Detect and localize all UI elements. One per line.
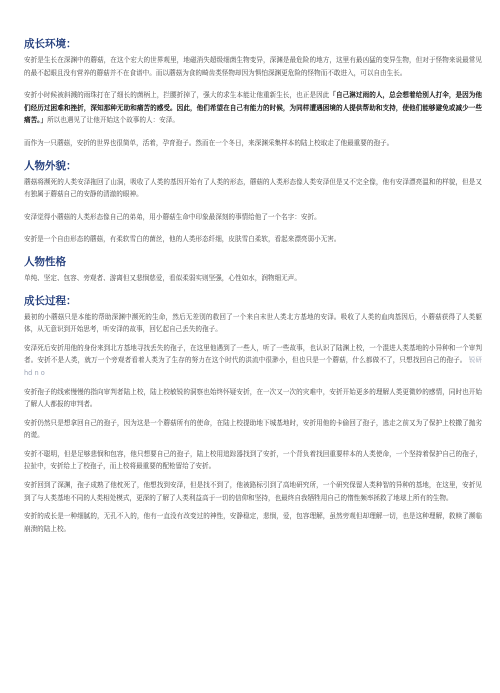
section-heading: 成长环境： <box>24 38 77 50</box>
section-growth-environment <box>24 38 482 150</box>
paragraph: 安折不聪明，但是足够悲悯和包容，他只想要自己的孢子，陆上校用追踪器找到了安折，一个背负着找回重要样本的人类使命，一个坚持着保护自己的孢子，拉扯中，安折给上了校孢子，而上校将最重要的配枪留给了安折。 <box>24 449 482 471</box>
paragraph: 安泽觉得小蘑菇的人类形态像自己的弟弟，用小蘑菇生命中印象最深刻的事情给他了一个名字：安折。 <box>24 212 321 221</box>
paragraph: 蘑菇将濒死的人类安泽拖回了山洞，吸收了人类的基因开始有了人类的形态，蘑菇的人类形态像人类安泽但是又不完全像，他有安泽漂亮温和的样貌，但是又有独属于蘑菇自己的安静的清澈的眼神。 <box>24 177 482 199</box>
paragraph: 安泽死后安折用他的身份来到北方基地寻找丢失的孢子，在这里他遇到了一些人，听了一些故事，也认识了陆渊上校，一个混进人类基地的小异种和一个审判者。安折不是人类，就万一个旁观者看着人类为了生存的努力在这个时代的洪流中很渺小，但也只是一个蘑菇，什么都做不了，只想找回自己的孢子。 锐研 hd n o <box>24 343 482 377</box>
paragraph: 而作为一只蘑菇，安折的世界也很简单，活着，孕育孢子。然而在一个冬日，来深渊采集样本的陆上校取走了他最重要的孢子。 <box>24 138 394 147</box>
section-appearance <box>24 160 482 246</box>
emphasized-quote: 「自己淋过雨的人，总会想着给别人打伞，是因为他们经历过困难和挫折，深知那种无助和痛苦的感受。因此，他们希望在自己有能力的时候，为同样遭遇困境的人提供帮助和支持，使他们能够避免或减少一些痛苦。」 <box>24 91 483 125</box>
paragraph: 安折孢子的线索慢慢的指向审判者陆上校，陆上校敏锐的洞察也始终怀疑安折，在一次又一次的灾难中，安折开始更多的理解人类更微妙的感情，同时也开始了解人人都报的审判者。 <box>24 387 482 409</box>
watermark-text: 锐研 hd n o <box>24 356 482 377</box>
paragraph: 单纯、坚定、包容、旁观者、游离但又悲悯慈爱，看似柔弱实则坚强，心性如水，润物细无声。 <box>24 273 301 282</box>
paragraph: 安折小时候被斜溅的雨珠打在了细长的菌柄上，拦腰折掉了，强大的求生本能让他重新生长，也正是因此「自己淋过雨的人，总会想着给别人打伞，是因为他们经历过困难和挫折，深知那种无助和痛苦的感受。因此，他们希望在自己有能力的时候，为同样遭遇困境的人提供帮助和支持，使他们能够避免或减少一些痛苦。」所以也遇见了让他开始这个故事的人：安泽。 <box>24 91 483 125</box>
section-heading: 人物外貌： <box>24 159 77 172</box>
paragraph: 安折的成长是一种细腻的，无孔不入的，他有一直没有改变过的神性，安静稳定，悲悯，爱，包容理解，虽然旁观但却理解一切，也是这种理解，救赎了濒临崩溃的陆上校。 <box>24 512 482 533</box>
paragraph: 安折回到了深渊，孢子成熟了他枕死了，他想找到安泽，但是找不到了，他被路标引到了高地研究所，一个研究保留人类种智的异种的基地，在这里，安折见到了与人类基地不同的人类相处模式，更深的了解了人类利益高于一切的信仰和坚持，也最终自我牺牲用自己的惰性频率拯救了地球上所有的生物。 <box>24 481 482 502</box>
section-heading: 人物性格 <box>24 255 66 268</box>
paragraph: 安折仍然只是想拿回自己的孢子，因为这是一个蘑菇所有的使命，在陆上校提助地下城基地时，安折用他的卡偷回了孢子，逃走之前又为了保护上校撒了抛劣的谎。 <box>24 418 482 440</box>
paragraph: 安折是一个自由形态的蘑菇，有柔软雪白的菌丝，他的人类形态纤细，皮肤雪白柔软，看起来漂亮弱小无害。 <box>24 235 341 244</box>
section-personality <box>24 256 482 285</box>
paragraph: 最初的小蘑菇只是本能的帮助深渊中濒死的生命，然后无差别的救回了一个来自末世人类北方基地的安泽。吸收了人类的血肉基因后，小蘑菇获得了人类躯体，从无意识到开始思考，听安泽的故事，回忆起自己丢失的孢子。 <box>24 312 482 334</box>
section-heading: 成长过程： <box>24 294 77 307</box>
section-growth-process <box>24 295 482 536</box>
paragraph: 安折是生长在深渊中的蘑菇，在这个宏大的世界观里，地磁消失超级细菌生物变异，深渊是最危险的地方，这里有最凶猛的变异生物，但对于怪物来说最常见的最不起眼且没有营养的蘑菇并不在食谱中。而以蘑菇为食的畸齿类怪物却因为惧怕深渊更危险的怪物而不敢进入，可以自由生长。 <box>24 56 482 77</box>
